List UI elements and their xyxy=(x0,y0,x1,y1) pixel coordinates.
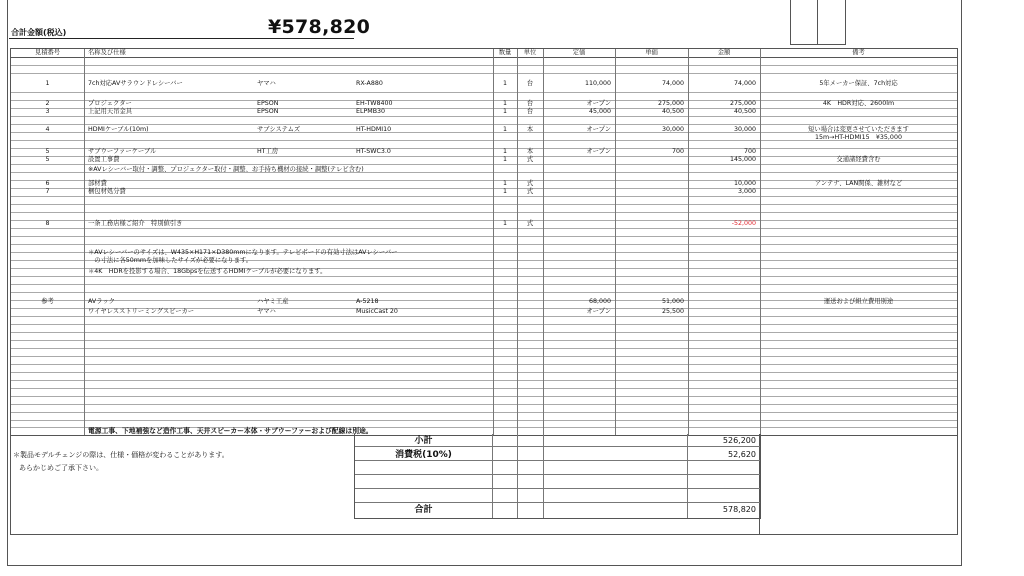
line-no: 3 xyxy=(45,108,50,115)
total-underline xyxy=(9,38,354,39)
model-change-remark-cont: あらかじめご了承下さい。 xyxy=(19,464,103,472)
tax-value: 52,620 xyxy=(728,450,756,459)
line-qty: 1 xyxy=(502,126,507,133)
line-unit: 台 xyxy=(526,80,534,87)
line-qty: 1 xyxy=(502,220,507,227)
size-note-cont: の寸法に各50mmを加味したサイズが必要になります。 xyxy=(88,257,253,264)
line-amount: 700 xyxy=(743,148,756,155)
line-unit-price: 74,000 xyxy=(661,80,684,87)
line-note: アンテナ、LAN関係、雑材など xyxy=(814,180,903,187)
line-note: 5年メーカー保証、7ch対応 xyxy=(819,80,898,87)
line-no: 5 xyxy=(45,148,50,155)
line-model: RX-A880 xyxy=(356,80,383,87)
header-list-price: 定価 xyxy=(572,49,586,56)
reference-note: 運送および組立費用別途 xyxy=(823,298,894,305)
line-list-price: 110,000 xyxy=(584,80,611,87)
line-unit-price: 275,000 xyxy=(657,100,684,107)
separate-work-note: 電源工事、下地補強など造作工事、天井スピーカー本体・サブウーファーおよび配線は別途。 xyxy=(88,427,373,435)
tax-label: 消費税(10%) xyxy=(395,450,452,460)
line-qty: 1 xyxy=(502,188,507,195)
reference-list-price: オープン xyxy=(586,308,611,315)
line-unit: 式 xyxy=(526,156,534,163)
line-no: 2 xyxy=(45,100,50,107)
line-no: 1 xyxy=(45,80,50,87)
line-no: 4 xyxy=(45,126,50,133)
line-maker: ヤマハ xyxy=(257,80,276,87)
estimate-table xyxy=(10,48,958,436)
reference-unit-price: 25,500 xyxy=(661,308,684,315)
total-amount-label: 合計金額(税込) xyxy=(11,28,67,37)
line-maker: HT工房 xyxy=(257,148,279,155)
line-list-price: オープン xyxy=(586,126,611,133)
line-maker: EPSON xyxy=(257,100,279,107)
line-unit: 式 xyxy=(526,180,534,187)
model-change-remark: ＊製品モデルチェンジの際は、仕様・価格が変わることがあります。 xyxy=(13,451,229,459)
line-amount: 40,500 xyxy=(733,108,756,115)
line-amount: 74,000 xyxy=(733,80,756,87)
line-list-price: オープン xyxy=(586,148,611,155)
grand-total-value: 578,820 xyxy=(722,505,756,514)
line-amount: 275,000 xyxy=(729,100,756,107)
line-name: 7ch対応AVサラウンドレシーバー xyxy=(88,80,183,87)
line-model: ELPMB30 xyxy=(356,108,386,115)
subtotal-label: 小計 xyxy=(414,436,433,446)
line-unit: 台 xyxy=(526,108,534,115)
line-no: 7 xyxy=(45,188,50,195)
line-qty: 1 xyxy=(502,108,507,115)
reference-name: ワイヤレスストリーミングスピーカー xyxy=(88,308,195,315)
line-note: 4K HDR対応、2600lm xyxy=(822,100,895,107)
line-list-price: オープン xyxy=(586,100,611,107)
reference-model: A-5218 xyxy=(356,298,379,305)
line-amount: 145,000 xyxy=(729,156,756,163)
line-name: HDMIケーブル(10m) xyxy=(88,126,149,133)
line-qty: 1 xyxy=(502,148,507,155)
reference-name: AVラック xyxy=(88,298,115,305)
reference-label: 参考 xyxy=(41,298,54,305)
line-name: サブウーファーケーブル xyxy=(88,148,157,155)
bottom-left-border xyxy=(10,434,11,534)
header-qty: 数量 xyxy=(498,49,512,56)
line-unit: 式 xyxy=(526,220,534,227)
bottom-rule xyxy=(10,534,956,535)
line-unit-price: 700 xyxy=(671,148,684,155)
line-model: HT-HDMI10 xyxy=(356,126,392,133)
header-unit-price: 単価 xyxy=(645,49,658,56)
line-amount: 30,000 xyxy=(733,126,756,133)
reference-unit-price: 51,000 xyxy=(661,298,684,305)
line-unit-price: 30,000 xyxy=(661,126,684,133)
header-amount: 金額 xyxy=(717,49,731,56)
line-unit-price: 40,500 xyxy=(661,108,684,115)
line-note: 交通諸経費含む xyxy=(836,156,881,163)
line-list-price: 45,000 xyxy=(588,108,611,115)
line-qty: 1 xyxy=(502,80,507,87)
grand-total-label: 合計 xyxy=(414,505,433,515)
header-name: 名称及び仕様 xyxy=(88,49,126,56)
line-maker: EPSON xyxy=(257,108,279,115)
total-amount-value: ¥578,820 xyxy=(268,16,371,38)
line-model: HT-SWC3.0 xyxy=(356,148,391,155)
reference-model: MusicCast 20 xyxy=(356,308,398,315)
bottom-right-box xyxy=(759,434,958,535)
line-note: 短い場合は変更させていただきます xyxy=(808,126,909,133)
line-amount: 3,000 xyxy=(737,188,756,195)
reference-maker: ハヤミ工産 xyxy=(257,298,289,305)
header-no: 見積番号 xyxy=(34,49,61,56)
summary-block xyxy=(354,434,761,519)
line-model: EH-TW8400 xyxy=(356,100,393,107)
line-name: 梱包材処分費 xyxy=(88,188,126,195)
line-qty: 1 xyxy=(502,100,507,107)
header-note: 備考 xyxy=(852,49,865,56)
discount-amount: -52,000 xyxy=(731,220,756,227)
line-name: 部材費 xyxy=(88,180,107,187)
line-no: 8 xyxy=(45,220,50,227)
line-amount: 10,000 xyxy=(733,180,756,187)
line-note: 15m→HT-HDMI15 ¥35,000 xyxy=(815,134,902,141)
line-no: 5 xyxy=(45,156,50,163)
line-unit: 本 xyxy=(526,126,534,133)
install-detail-note: ※AVレシーバー取付・調整、プロジェクター取付・調整、お手持ち機材の接続・調整(テレビ含む) xyxy=(88,166,364,173)
size-note: ＊AVレシーバーのサイズは、W435×H171×D380mmになります。テレビボードの有効寸法はAVレシーバー xyxy=(88,249,398,256)
line-unit: 本 xyxy=(526,148,534,155)
line-name: 上記用天吊金具 xyxy=(88,108,133,115)
stamp-box xyxy=(790,0,846,45)
line-no: 6 xyxy=(45,180,50,187)
hdmi-note: ＊4K HDRを投影する場合、18Gbpsを伝送するHDMIケーブルが必要になります。 xyxy=(88,268,327,275)
line-name: プロジェクター xyxy=(88,100,132,107)
line-unit: 式 xyxy=(526,188,534,195)
line-qty: 1 xyxy=(502,180,507,187)
subtotal-value: 526,200 xyxy=(722,436,756,445)
line-unit: 台 xyxy=(526,100,534,107)
reference-list-price: 68,000 xyxy=(588,298,611,305)
line-name: 設置工事費 xyxy=(88,156,120,163)
line-name: 一条工務店様ご紹介 特別値引き xyxy=(88,220,183,227)
reference-maker: ヤマハ xyxy=(257,308,276,315)
line-maker: サブシステムズ xyxy=(257,126,301,133)
line-qty: 1 xyxy=(502,156,507,163)
header-unit: 単位 xyxy=(523,49,537,56)
